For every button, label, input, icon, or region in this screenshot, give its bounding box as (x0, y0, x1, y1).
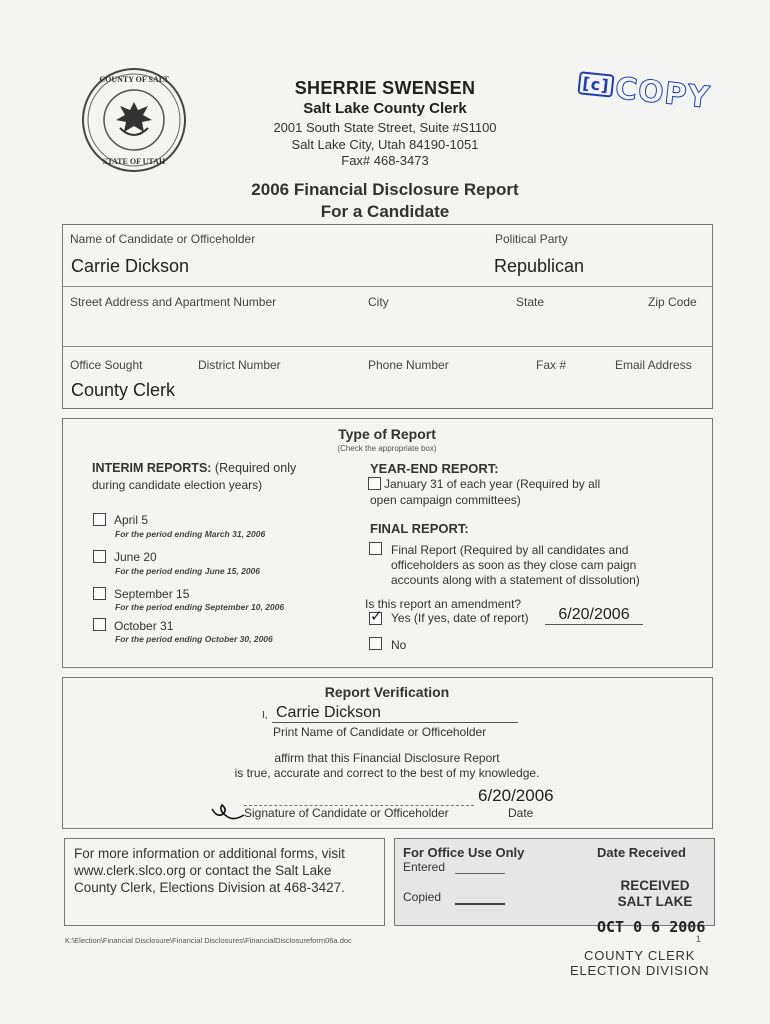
state-label: State (516, 295, 545, 309)
county-seal-icon (80, 66, 188, 174)
email-label: Email Address (615, 358, 692, 372)
copy-stamp-text: COPY (613, 71, 712, 116)
yearend-checkbox[interactable] (368, 477, 381, 490)
print-name-label: Print Name of Candidate or Officeholder (273, 725, 487, 739)
party-label: Political Party (495, 232, 568, 246)
interim-june-label: June 20 (114, 550, 157, 564)
signature-mark-icon (210, 801, 246, 827)
info-text (74, 845, 345, 896)
interim-september-period: For the period ending September 10, 2006 (115, 602, 285, 612)
affirm-line-2: is true, accurate and correct to the best of my knowledge. (234, 766, 540, 780)
office-label: Office Sought (70, 358, 143, 372)
type-of-report-title: Type of Report (338, 426, 436, 442)
report-subtitle: For a Candidate (320, 202, 450, 221)
amendment-no-label: No (391, 638, 407, 652)
yearend-line1: January 31 of each year (Required by all (384, 477, 601, 491)
interim-heading: INTERIM REPORTS: (Required only (92, 461, 297, 475)
interim-september-label: September 15 (114, 587, 190, 601)
name-value: Carrie Dickson (71, 256, 190, 276)
zip-label: Zip Code (648, 295, 697, 309)
amendment-no-checkbox[interactable] (369, 637, 382, 650)
info-line-3: County Clerk, Elections Division at 468-3427. (74, 880, 345, 895)
interim-april-checkbox[interactable] (93, 513, 106, 526)
row-divider (62, 346, 712, 347)
office-value: County Clerk (71, 380, 176, 400)
amendment-yes-label: Yes (If yes, date of report) (391, 611, 529, 625)
interim-note: during candidate election years) (92, 478, 263, 492)
verification-name: Carrie Dickson (272, 704, 518, 723)
report-title: 2006 Financial Disclosure Report (251, 180, 519, 199)
svg-text:STATE OF UTAH: STATE OF UTAH (102, 157, 166, 166)
copied-label: Copied (403, 890, 442, 904)
final-report-checkbox[interactable] (369, 542, 382, 555)
interim-june-period: For the period ending June 15, 2006 (115, 566, 261, 576)
clerk-fax: Fax# 468-3473 (341, 153, 429, 168)
copy-stamp-icon: [c] (577, 71, 614, 98)
received-date-stamp: OCT 0 6 2006 (597, 918, 706, 936)
signature-label: Signature of Candidate or Officeholder (244, 806, 449, 820)
clerk-address-1: 2001 South State Street, Suite #S1100 (273, 120, 497, 135)
interim-september-checkbox[interactable] (93, 587, 106, 600)
election-division-stamp: ELECTION DIVISION (570, 963, 710, 978)
yearend-line2: open campaign committees) (370, 493, 521, 507)
clerk-name: SHERRIE SWENSEN (294, 78, 476, 98)
info-line-1: For more information or additional forms, visit (74, 846, 345, 861)
clerk-address-2: Salt Lake City, Utah 84190-1051 (291, 137, 479, 152)
date-received-label: Date Received (597, 845, 686, 860)
received-line-2: SALT LAKE (617, 894, 693, 909)
fax-label: Fax # (536, 358, 567, 372)
office-use-title: For Office Use Only (403, 845, 525, 860)
received-stamp (580, 878, 730, 910)
file-path: K:\Election\Financial Disclosure\Financial Disclosures\FinancialDisclosureform06a.doc (65, 936, 352, 945)
amendment-question: Is this report an amendment? (365, 597, 522, 611)
page-number: 1 (696, 934, 702, 944)
interim-october-checkbox[interactable] (93, 618, 106, 631)
svg-text:COUNTY OF SALT: COUNTY OF SALT (99, 75, 169, 84)
final-line3: accounts along with a statement of dissolution) (391, 573, 640, 587)
amendment-yes-checkmark: ✓ (370, 608, 383, 625)
city-label: City (368, 295, 389, 309)
interim-april-label: April 5 (114, 513, 149, 527)
phone-label: Phone Number (368, 358, 449, 372)
interim-june-checkbox[interactable] (93, 550, 106, 563)
district-label: District Number (198, 358, 281, 372)
interim-october-period: For the period ending October 30, 2006 (115, 634, 273, 644)
final-line1: Final Report (Required by all candidates and (391, 543, 629, 557)
yearend-heading: YEAR-END REPORT: (370, 461, 499, 476)
verification-title: Report Verification (324, 684, 450, 700)
clerk-title: Salt Lake County Clerk (303, 100, 467, 117)
interim-april-period: For the period ending March 31, 2006 (115, 529, 266, 539)
entered-label: Entered (403, 860, 446, 874)
date-label: Date (508, 806, 534, 820)
received-line-1: RECEIVED (620, 878, 690, 893)
verification-date: 6/20/2006 (478, 786, 554, 805)
county-clerk-stamp: COUNTY CLERK (584, 948, 696, 963)
entered-line (455, 873, 505, 874)
row-divider (62, 286, 712, 287)
amendment-date: 6/20/2006 (545, 606, 643, 625)
info-line-2: www.clerk.slco.org or contact the Salt Lake (74, 863, 332, 878)
affirm-line-1: affirm that this Financial Disclosure Report (274, 751, 500, 765)
party-value: Republican (494, 256, 585, 276)
final-heading: FINAL REPORT: (370, 521, 469, 536)
street-label: Street Address and Apartment Number (70, 295, 277, 309)
interim-october-label: October 31 (114, 619, 174, 633)
verification-i: I, (262, 710, 268, 721)
copied-line (455, 903, 505, 905)
final-line2: officeholders as soon as they close cam paign (391, 558, 637, 572)
name-label: Name of Candidate or Officeholder (70, 232, 256, 246)
type-of-report-subtitle: (Check the appropriate box) (337, 444, 437, 453)
copy-stamp (577, 67, 712, 116)
